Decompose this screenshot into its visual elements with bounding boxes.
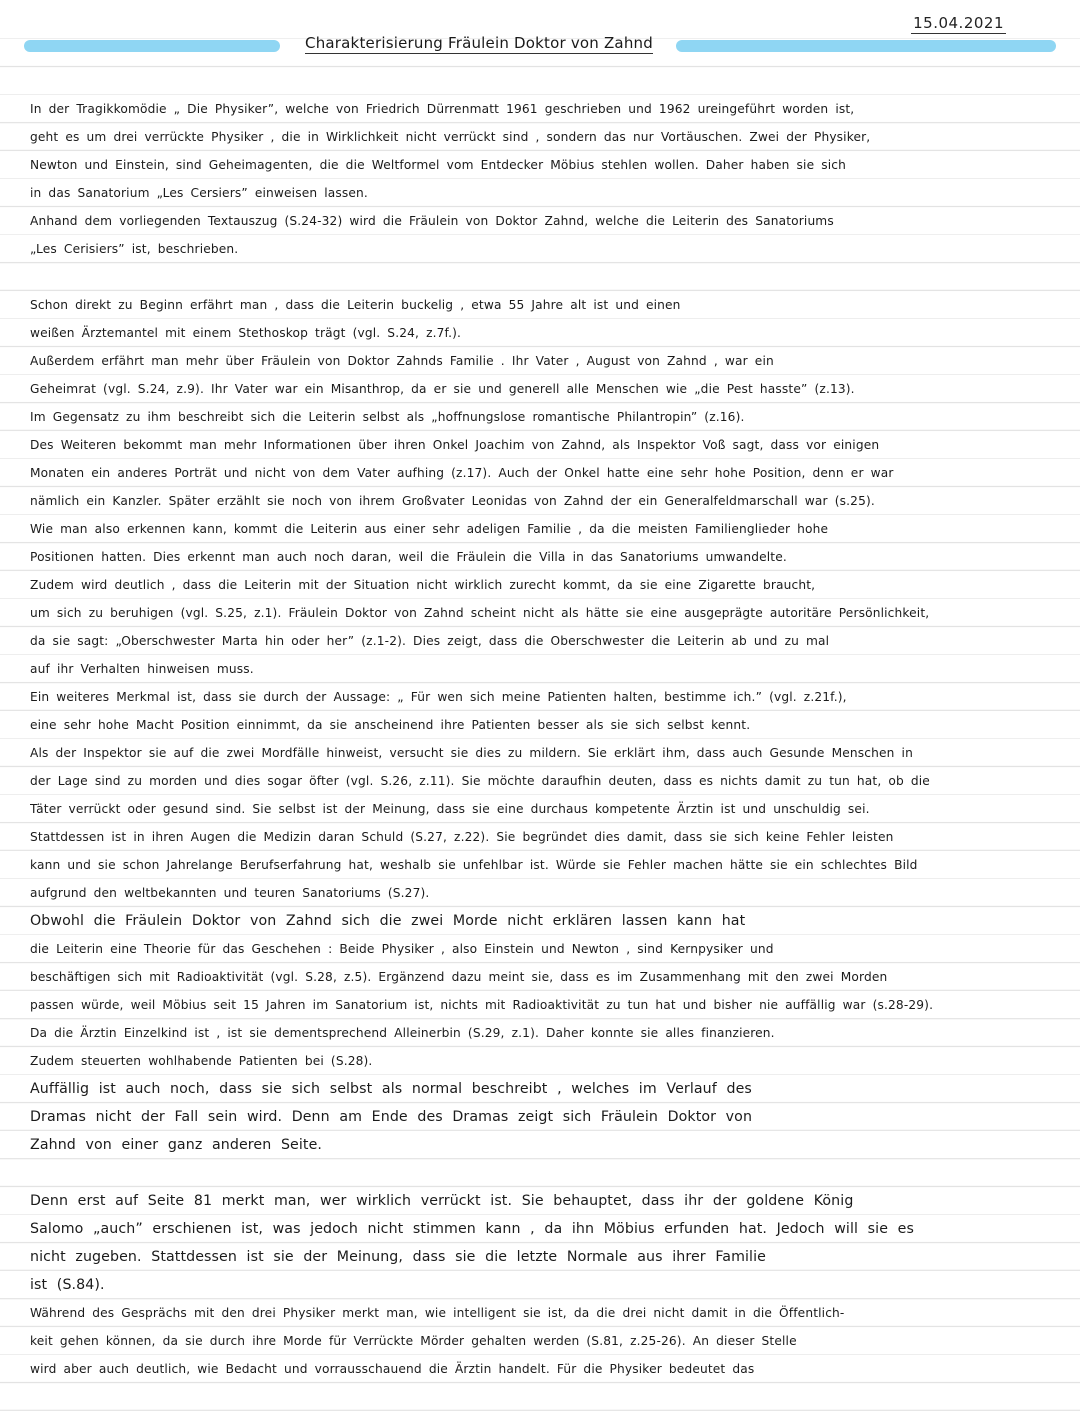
- blank-line: [30, 263, 1052, 291]
- text-line: Zudem steuerten wohlhabende Patienten bei (S.28).: [30, 1054, 373, 1068]
- text-line: Newton und Einstein, sind Geheimagenten, die die Weltformel vom Entdecker Möbius stehlen wollen. Daher haben sie sich: [30, 158, 847, 172]
- text-line: Zudem wird deutlich , dass die Leiterin mit der Situation nicht wirklich zurecht kommt, da sie eine Zigarette braucht,: [30, 578, 816, 592]
- text-line: Stattdessen ist in ihren Augen die Medizin daran Schuld (S.27, z.22). Sie begründet dies damit, dass sie sich keine Fehler leisten: [30, 830, 894, 844]
- text-line: Im Gegensatz zu ihm beschreibt sich die Leiterin selbst als „hoffnungslose romantische Philantropin” (z.16).: [30, 410, 745, 424]
- title-text: Charakterisierung Fräulein Doktor von Zahnd: [305, 34, 653, 52]
- text-line: um sich zu beruhigen (vgl. S.25, z.1). Fräulein Doktor von Zahnd scheint nicht als hätte sie eine ausgeprägte autoritäre Persönlichkeit,: [30, 606, 930, 620]
- text-line: beschäftigen sich mit Radioaktivität (vgl. S.28, z.5). Ergänzend dazu meint sie, dass es im Zusammenhang mit den zwei Morden: [30, 970, 888, 984]
- text-line: In der Tragikkomödie „ Die Physiker”, welche von Friedrich Dürrenmatt 1961 geschrieben und 1962 ureingeführt worden ist,: [30, 102, 855, 116]
- text-line: Auffällig ist auch noch, dass sie sich selbst als normal beschreibt , welches im Verlauf des: [30, 1081, 752, 1097]
- text-line: die Leiterin eine Theorie für das Geschehen : Beide Physiker , also Einstein und Newton , sind Kernpysiker und: [30, 942, 774, 956]
- paragraph-ending: [30, 1187, 1052, 1383]
- text-line: Täter verrückt oder gesund sind. Sie selbst ist der Meinung, dass sie eine durchaus kompetente Ärztin ist und unschuldig sei.: [30, 802, 870, 816]
- text-line: Monaten ein anderes Porträt und nicht von dem Vater aufhing (z.17). Auch der Onkel hatte eine sehr hohe Position, denn er war: [30, 466, 894, 480]
- paragraph-conclusion-intro: [30, 1075, 1052, 1159]
- paragraph-intro: [30, 95, 1052, 263]
- text-line: eine sehr hohe Macht Position einnimmt, da sie anscheinend ihre Patienten besser als sie sich selbst kennt.: [30, 718, 751, 732]
- paragraph-main: [30, 291, 1052, 1075]
- text-line: auf ihr Verhalten hinweisen muss.: [30, 662, 254, 676]
- text-line: Ein weiteres Merkmal ist, dass sie durch der Aussage: „ Für wen sich meine Patienten halten, bestimme ich.” (vgl. z.21f.),: [30, 690, 847, 704]
- text-line: keit gehen können, da sie durch ihre Morde für Verrückte Mörder gehalten werden (S.81, z.25-26). An dieser Stelle: [30, 1334, 797, 1348]
- text-line: Außerdem erfährt man mehr über Fräulein von Doktor Zahnds Familie . Ihr Vater , August von Zahnd , war ein: [30, 354, 774, 368]
- text-line: „Les Cerisiers” ist, beschrieben.: [30, 242, 239, 256]
- text-line: aufgrund den weltbekannten und teuren Sanatoriums (S.27).: [30, 886, 430, 900]
- date: 15.04.2021: [913, 14, 1004, 32]
- essay-body: [30, 95, 1052, 1383]
- text-line: der Lage sind zu morden und dies sogar öfter (vgl. S.26, z.11). Sie möchte daraufhin deuten, dass es nichts damit zu tun hat, ob die: [30, 774, 930, 788]
- text-line: Salomo „auch” erschienen ist, was jedoch nicht stimmen kann , da ihn Möbius erfunden hat. Jedoch will sie es: [30, 1221, 914, 1237]
- text-line: geht es um drei verrückte Physiker , die in Wirklichkeit nicht verrückt sind , sondern das nur Vortäuschen. Zwei der Physiker,: [30, 130, 871, 144]
- text-line: Dramas nicht der Fall sein wird. Denn am Ende des Dramas zeigt sich Fräulein Doktor von: [30, 1109, 753, 1125]
- text-line: Während des Gesprächs mit den drei Physiker merkt man, wie intelligent sie ist, da die drei nicht damit in die Öffentlich-: [30, 1306, 845, 1320]
- header: [24, 36, 1056, 58]
- text-line: Obwohl die Fräulein Doktor von Zahnd sich die zwei Morde nicht erklären lassen kann hat: [30, 913, 746, 929]
- text-line: Anhand dem vorliegenden Textauszug (S.24-32) wird die Fräulein von Doktor Zahnd, welche die Leiterin des Sanatoriums: [30, 214, 834, 228]
- text-line: Wie man also erkennen kann, kommt die Leiterin aus einer sehr adeligen Familie , da die meisten Familienglieder hohe: [30, 522, 829, 536]
- text-line: da sie sagt: „Oberschwester Marta hin oder her” (z.1-2). Dies zeigt, dass die Oberschwester die Leiterin ab und zu mal: [30, 634, 830, 648]
- text-line: kann und sie schon Jahrelange Berufserfahrung hat, weshalb sie unfehlbar ist. Würde sie Fehler machen hätte sie ein schlechtes Bild: [30, 858, 918, 872]
- text-line: wird aber auch deutlich, wie Bedacht und vorrausschauend die Ärztin handelt. Für die Physiker bedeutet das: [30, 1362, 755, 1376]
- text-line: passen würde, weil Möbius seit 15 Jahren im Sanatorium ist, nichts mit Radioaktivität zu tun hat und bisher nie auffällig war (s.28-29).: [30, 998, 934, 1012]
- text-line: nämlich ein Kanzler. Später erzählt sie noch von ihrem Großvater Leonidas von Zahnd der ein Generalfeldmarschall war (s.25).: [30, 494, 875, 508]
- text-line: Geheimrat (vgl. S.24, z.9). Ihr Vater war ein Misanthrop, da er sie und generell alle Menschen wie „die Pest hasste” (z.13).: [30, 382, 855, 396]
- text-line: in das Sanatorium „Les Cersiers” einweisen lassen.: [30, 186, 368, 200]
- text-line: Denn erst auf Seite 81 merkt man, wer wirklich verrückt ist. Sie behauptet, dass ihr der goldene König: [30, 1193, 854, 1209]
- text-line: Schon direkt zu Beginn erfährt man , dass die Leiterin buckelig , etwa 55 Jahre alt ist und einen: [30, 298, 681, 312]
- text-line: ist (S.84).: [30, 1277, 105, 1293]
- text-line: Da die Ärztin Einzelkind ist , ist sie dementsprechend Alleinerbin (S.29, z.1). Daher konnte sie alles finanzieren.: [30, 1026, 775, 1040]
- text-line: Zahnd von einer ganz anderen Seite.: [30, 1137, 323, 1153]
- text-line: Des Weiteren bekommt man mehr Informationen über ihren Onkel Joachim von Zahnd, als Inspektor Voß sagt, dass vor einigen: [30, 438, 880, 452]
- blank-line: [30, 1159, 1052, 1187]
- text-line: nicht zugeben. Stattdessen ist sie der Meinung, dass sie die letzte Normale aus ihrer Familie: [30, 1249, 766, 1265]
- text-line: weißen Ärztemantel mit einem Stethoskop trägt (vgl. S.24, z.7f.).: [30, 326, 462, 340]
- page-title: [294, 34, 664, 52]
- text-line: Als der Inspektor sie auf die zwei Mordfälle hinweist, versucht sie dies zu mildern. Sie erklärt ihm, dass auch Gesunde Menschen in: [30, 746, 913, 760]
- text-line: Positionen hatten. Dies erkennt man auch noch daran, weil die Fräulein die Villa in das Sanatoriums umwandelte.: [30, 550, 787, 564]
- header-highlight-bar-left: [24, 40, 280, 52]
- header-highlight-bar-right: [676, 40, 1056, 52]
